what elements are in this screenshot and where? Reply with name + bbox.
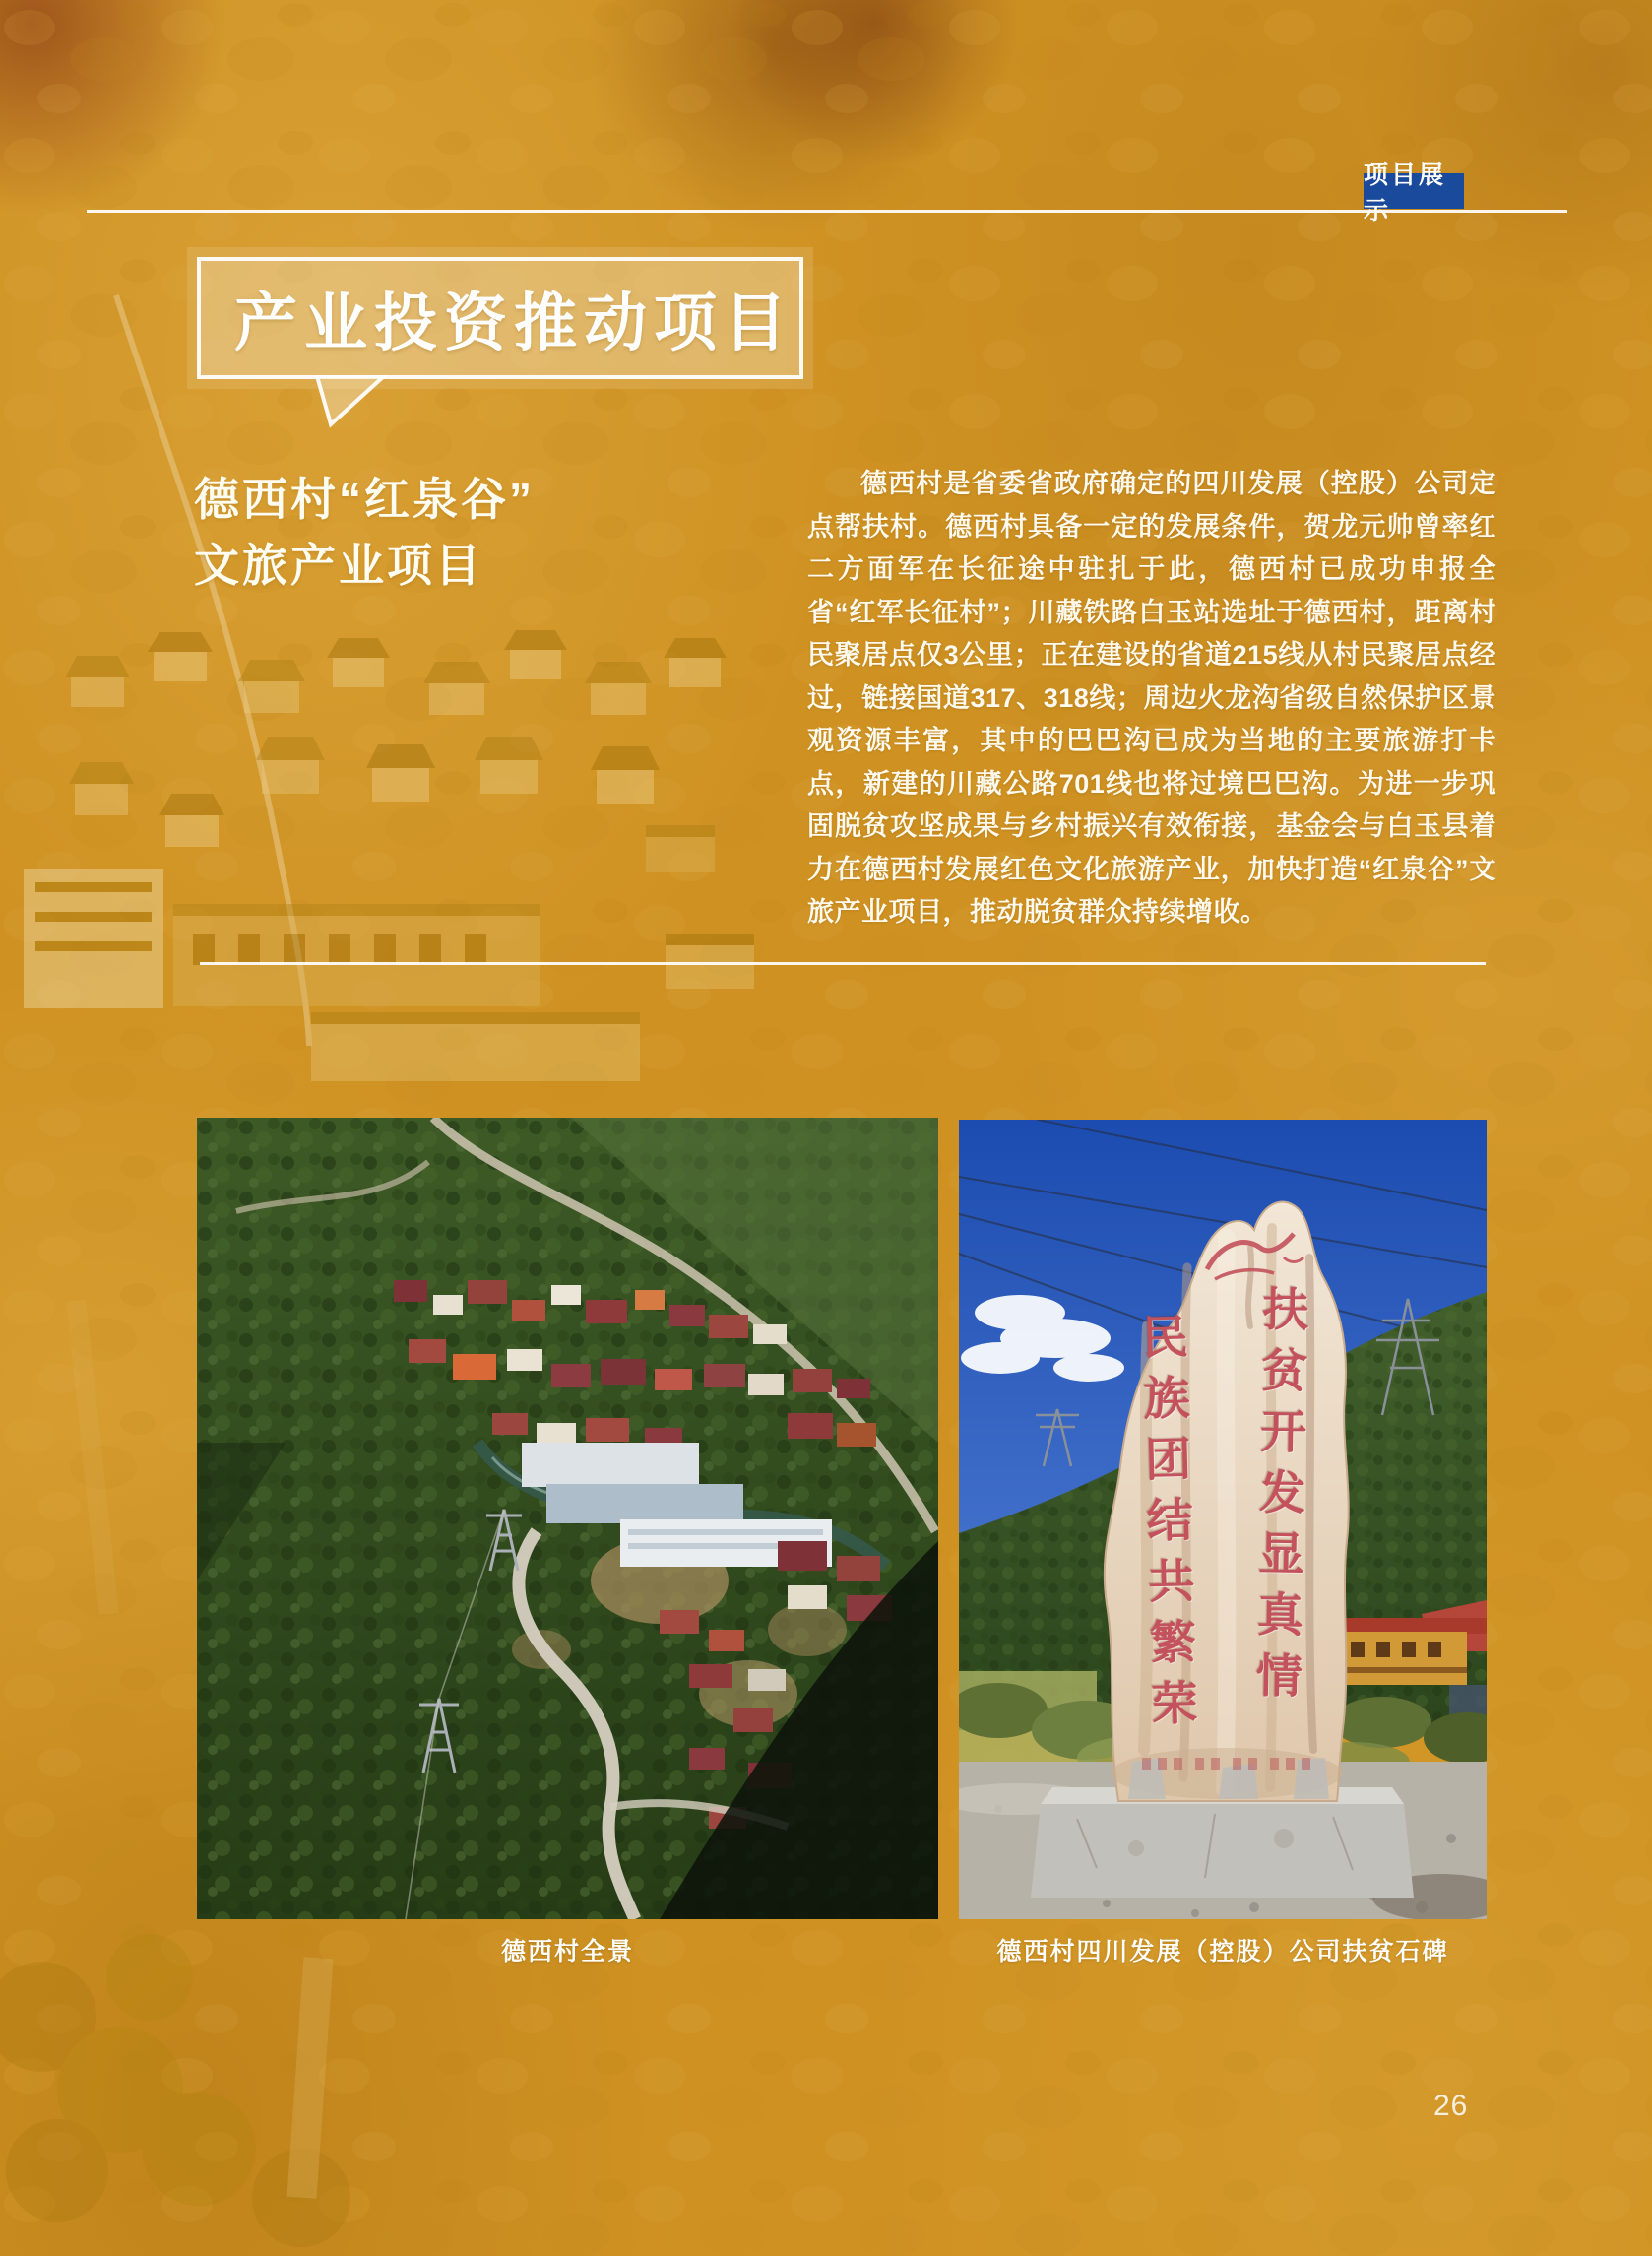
body-paragraph: 德西村是省委省政府确定的四川发展（控股）公司定点帮扶村。德西村具备一定的发展条件，贺龙元帅曾率红二方面军在长征途中驻扎于此，德西村已成功申报全省“红军长征村”；川藏铁路白玉站选址于德西村，距离村民聚居点仅3公里；正在建设的省道215线从村民聚居点经过，链接国道317、318线；周边火龙沟省级自然保护区景观资源丰富，其中的巴巴沟已成为当地的主要旅游打卡点，新建的川藏公路701线也将过境巴巴沟。为进一步巩固脱贫攻坚成果与乡村振兴有效衔接，基金会与白玉县着力在德西村发展红色文化旅游产业，加快打造“红泉谷”文旅产业项目，推动脱贫群众持续增收。 — [807, 469, 1496, 927]
project-subtitle-line2: 文旅产业项目 — [194, 540, 483, 591]
project-subtitle — [194, 467, 535, 599]
monument-inscription-right-column: 扶贫开发显真情 — [1249, 1284, 1309, 1713]
section-badge — [1364, 161, 1464, 225]
project-subtitle-line1: 德西村“红泉谷” — [194, 474, 535, 525]
page-title: 产业投资推动项目 — [234, 288, 794, 358]
title-banner — [197, 257, 803, 379]
content-divider-rule — [200, 962, 1486, 965]
caption-right-photo: 德西村四川发展（控股）公司扶贫石碑 — [996, 1938, 1449, 1966]
monument-base — [1031, 1787, 1414, 1898]
section-badge-label: 项目展示 — [1364, 161, 1447, 225]
photo-village-panorama — [197, 1118, 938, 1919]
page-number: 26 — [1433, 2090, 1469, 2122]
title-banner-tail — [313, 375, 392, 428]
caption-left-photo: 德西村全景 — [500, 1938, 634, 1966]
photo-monument-stone — [959, 1120, 1487, 1919]
monument-inscription-left-column: 民族团结共繁荣 — [1135, 1312, 1199, 1741]
header-rule — [87, 210, 1567, 213]
